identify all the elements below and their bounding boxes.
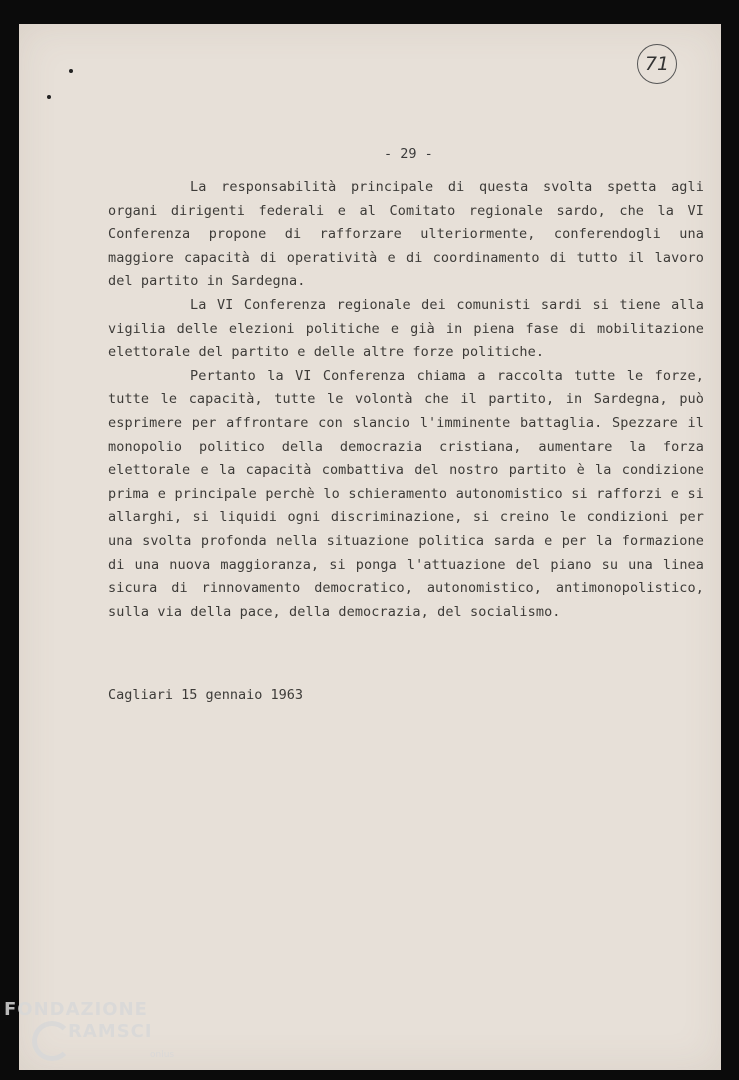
document-page (19, 24, 721, 1070)
paragraph-3: Pertanto la VI Conferenza chiama a raccolta tutte le forze, tutte le capacità, tutte le volontà che il partito, in Sardegna, può esprimere per affrontare con slancio l'imminente battaglia. Spezzare il monopolio politico della democrazia cristiana, aumentare la forza elettorale e la capacità combattiva del nostro partito è la condizione prima e principale perchè lo schieramento autonomistico si rafforzi e si allarghi, si liquidi ogni discriminazione, si creino le condizioni per una svolta profonda nella situazione politica sarda e per la formazione di una nuova maggioranza, si ponga l'attuazione del piano su una linea sicura di rinnovamento democratico, autonomistico, antimonopolistico, sulla via della pace, della democrazia, del socialismo. (108, 367, 704, 620)
watermark-line1: FONDAZIONE (4, 999, 148, 1020)
paragraph-2: La VI Conferenza regionale dei comunisti sardi si tiene alla vigilia delle elezioni politiche e già in piena fase di mobilitazione elettorale del partito e delle altre forze politiche. (108, 296, 704, 361)
watermark-line3: onlus (150, 1050, 175, 1060)
watermark-g-logo-icon (32, 1021, 72, 1061)
place-date-signoff: Cagliari 15 gennaio 1963 (108, 687, 304, 703)
paragraph-1: La responsabilità principale di questa svolta spetta agli organi dirigenti federali e al Comitato regionale sardo, che la VI Conferenza propone di rafforzare ulteriormente, conferendogli una maggiore capacità di operatività e di coordinamento di tutto il lavoro del partito in Sardegna. (108, 179, 704, 290)
page-number: - 29 - (384, 146, 433, 162)
punch-hole-mark (69, 69, 73, 73)
folio-stamp: 71 (637, 44, 677, 84)
watermark-line2: RAMSCI (68, 1021, 153, 1042)
document-body (108, 176, 704, 624)
punch-hole-mark (47, 95, 51, 99)
fondazione-gramsci-watermark (4, 999, 184, 1075)
